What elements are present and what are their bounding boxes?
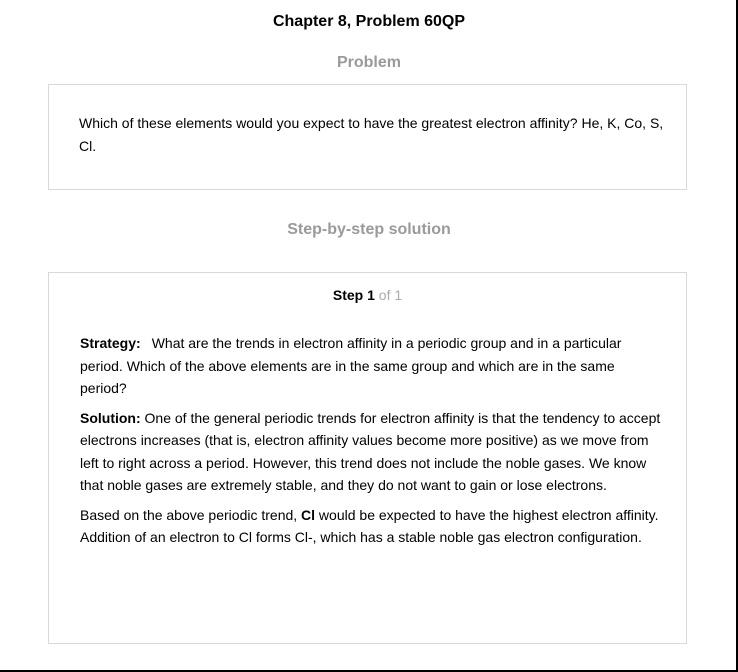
solution-paragraph	[80, 407, 665, 497]
strategy-text: What are the trends in electron affinity in a periodic group and in a particular period. Which of the above elements are in the same group and which are in the same period?	[80, 335, 622, 396]
conclusion-text-after: would be expected to have the highest electron affinity. Addition of an electron to Cl forms Cl-, which has a stable noble gas electron configuration.	[80, 506, 659, 545]
problem-heading: Problem	[336, 54, 401, 71]
solution-body	[80, 332, 665, 556]
solution-heading: Step-by-step solution	[287, 221, 451, 238]
conclusion-text-before: Based on the above periodic trend,	[80, 506, 302, 523]
step-number: 1	[367, 287, 375, 303]
problem-text: Which of these elements would you expect to have the greatest electron affinity? He, K, Co, S, Cl.	[79, 115, 664, 154]
solution-box	[48, 272, 687, 644]
solution-label: Solution:	[80, 409, 141, 426]
step-word: Step	[332, 287, 364, 303]
conclusion-element: Cl	[301, 506, 316, 523]
solution-text: One of the general periodic trends for electron affinity is that the tendency to accept electrons increases (that is, electron affinity values become more positive) as we move from left to right across a period. However, this trend does not include the noble gases. We know that noble gases are extremely stable, and they do not want to gain or lose electrons.	[80, 409, 661, 493]
strategy-label: Strategy:	[80, 335, 141, 351]
conclusion-paragraph	[80, 504, 665, 549]
strategy-paragraph	[80, 332, 665, 400]
chapter-title: Chapter 8, Problem 60QP	[272, 13, 466, 30]
problem-box	[48, 84, 687, 190]
step-total: of 1	[378, 287, 403, 303]
step-indicator	[49, 286, 686, 304]
